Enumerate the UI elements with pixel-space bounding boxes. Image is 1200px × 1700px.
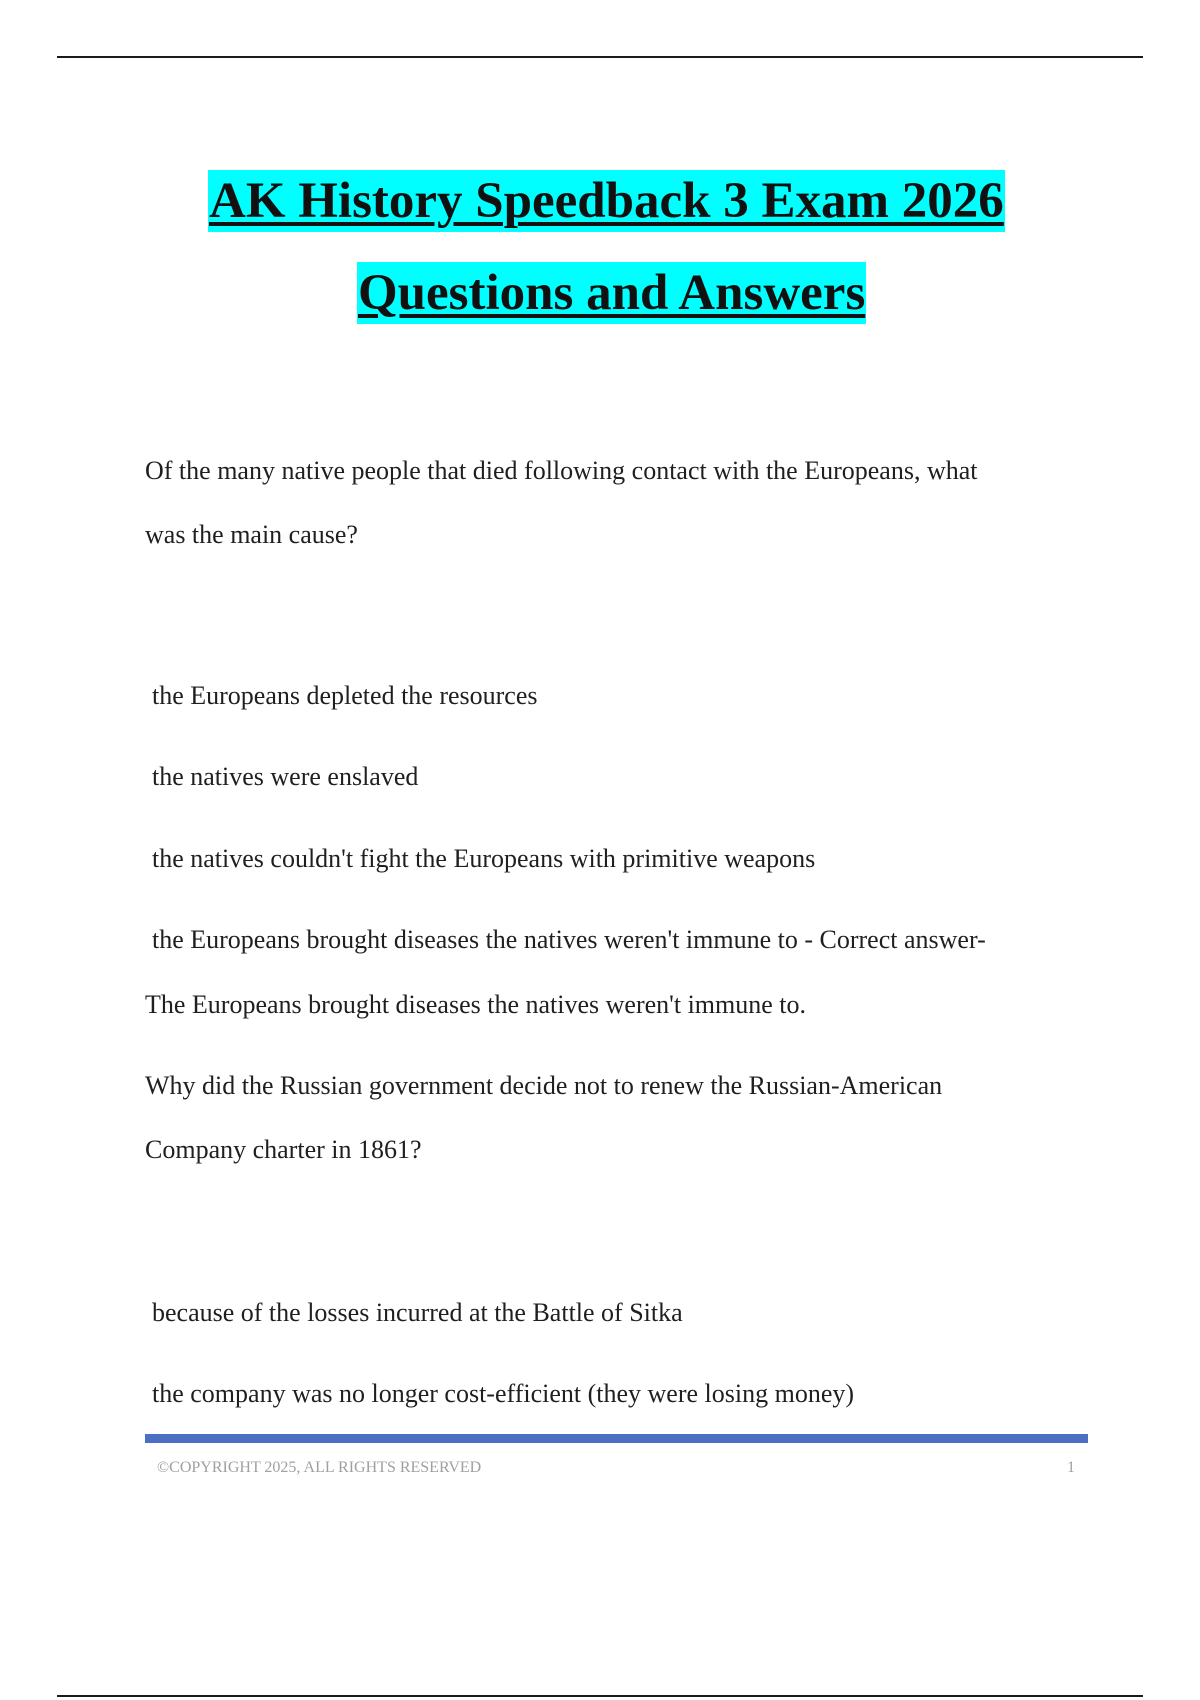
footer-copyright: ©COPYRIGHT 2025, ALL RIGHTS RESERVED [157, 1459, 482, 1476]
question-1-option-2: the natives were enslaved [152, 762, 419, 791]
footer-bar [145, 1434, 1088, 1443]
question-1-option-1: the Europeans depleted the resources [152, 681, 538, 710]
top-rule [57, 56, 1143, 58]
title-line-2: Questions and Answers [357, 262, 866, 324]
question-1-line-1: Of the many native people that died following contact with the Europeans, what [145, 456, 978, 485]
question-1-line-2: was the main cause? [145, 520, 358, 549]
question-2-line-2: Company charter in 1861? [145, 1135, 422, 1164]
question-1-option-4: the Europeans brought diseases the natives weren't immune to - Correct answer- [152, 925, 986, 954]
question-1-answer: The Europeans brought diseases the natives weren't immune to. [145, 990, 807, 1019]
title-line-1: AK History Speedback 3 Exam 2026 [208, 170, 1005, 232]
bottom-rule [57, 1695, 1143, 1697]
question-2-option-2: the company was no longer cost-efficient (they were losing money) [152, 1379, 855, 1408]
question-2-line-1: Why did the Russian government decide not to renew the Russian-American [145, 1071, 943, 1100]
question-2-option-1: because of the losses incurred at the Battle of Sitka [152, 1298, 683, 1327]
question-1-option-3: the natives couldn't fight the Europeans with primitive weapons [152, 844, 816, 873]
footer-page-number: 1 [1067, 1459, 1075, 1476]
